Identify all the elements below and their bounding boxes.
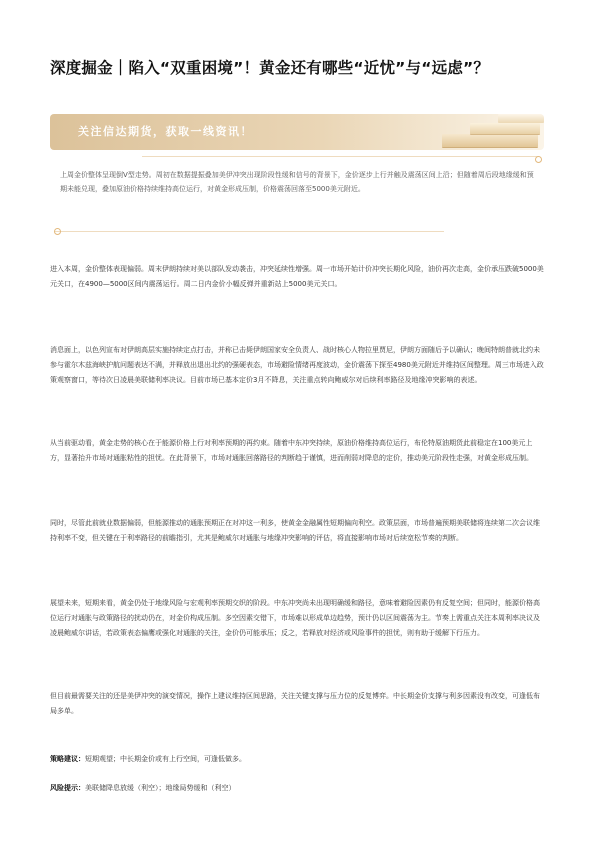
body-paragraph: 展望未来，短期来看，黄金仍处于地缘风险与宏观利率预期交织的阶段。中东冲突尚未出现明确缓和路径，意味着避险因素仍有反复空间；但同时，能源价格高位运行对通胀与政策路径的扰动仍在，对金价构成压制。多空因素交错下，市场难以形成单边趋势，预计仍以区间震荡为主。节奏上需重点关注本周利率决议及凌晨鲍威尔讲话，若政策表态偏鹰或强化对通胀的关注，金价仍可能承压；反之，若释放对经济或风险事件的担忧，则有助于缓解下行压力。 xyxy=(50,599,540,637)
body-paragraph: 从当前驱动看，黄金走势的核心在于能源价格上行对利率预期的再约束。随着中东冲突持续，原油价格维持高位运行，布伦特原油期货此前稳定在100美元上方，显著抬升市场对通胀粘性的担忧。在此背景下，市场对通胀回落路径的判断趋于谨慎，进而削弱对降息的定价，推动美元阶段性走强，对黄金形成压制。 xyxy=(50,439,533,462)
summary-box xyxy=(54,156,542,232)
body-paragraph: 消息面上，以色列宣布对伊朗高层实施持续定点打击，并称已击毙伊朗国家安全负责人、战时核心人物拉里贾尼，伊朗方面随后予以确认；晚间特朗普就北约未参与霍尔木兹海峡护航问题表达不满，并释放出退出北约的强硬表态，市场避险情绪再度波动，金价震荡下探至4980美元附近并维持区间整理。周三市场进入政策观察窗口，等待次日凌晨美联储利率决议。目前市场已基本定价3月不降息，关注重点转向鲍威尔对后续利率路径及地缘冲突影响的表述。 xyxy=(50,346,544,384)
body-paragraph: 但目前最需要关注的还是美伊冲突的演变情况，操作上建议维持区间思路，关注关键支撑与压力位的反复博弈。中长期金价支撑与利多因素没有改变，可逢低布局多单。 xyxy=(50,692,540,715)
summary-text: 上周金价整体呈现倒V型走势。周初在数据提振叠加美伊冲突出现阶段性缓和信号的背景下，金价逐步上行并触及震荡区间上沿；但随着周后段地缘缓和预期未能兑现，叠加原油价格持续维持高位运行，对黄金形成压制，价格震荡回落至5000美元附近。 xyxy=(60,171,534,194)
summary-bottom-divider xyxy=(54,231,444,232)
ring-ornament-icon xyxy=(535,156,542,163)
ring-ornament-icon xyxy=(54,228,61,235)
risk-text: 美联储降息放缓（利空）；地缘局势缓和（利空） xyxy=(85,784,236,792)
page-title: 深度掘金｜陷入“双重困境”！黄金还有哪些“近忧”与“远虑”？ xyxy=(50,59,490,77)
promo-banner[interactable] xyxy=(50,114,544,150)
strategy-label: 策略建议： xyxy=(50,755,85,763)
strategy-line xyxy=(50,752,544,767)
summary-top-divider xyxy=(142,156,538,157)
risk-label: 风险提示： xyxy=(50,784,85,792)
risk-line xyxy=(50,781,544,796)
body-paragraph: 进入本周，金价整体表现偏弱。周末伊朗持续对美以部队发动袭击，冲突延续性增强。周一市场开始计价冲突长期化风险，油价再次走高，金价承压跌破5000美元关口，在4900—5000区间内震荡运行。周二日内金价小幅反弹并重新站上5000美元关口。 xyxy=(50,265,544,288)
body-paragraph: 同时，尽管此前就业数据偏弱，但能源推动的通胀预期正在对冲这一利多，使黄金金融属性短期偏向利空。政策层面，市场普遍预期美联储将连续第二次会议维持利率不变，但关键在于利率路径的前瞻指引，尤其是鲍威尔对通胀与地缘冲突影响的评估，将直接影响市场对后续宽松节奏的判断。 xyxy=(50,519,540,542)
gold-bar-decoration xyxy=(498,114,544,123)
banner-text: 关注信达期货，获取一线资讯！ xyxy=(78,125,253,138)
gold-bar-decoration xyxy=(470,123,540,134)
gold-bar-decoration xyxy=(442,134,538,147)
strategy-text: 短期观望；中长期金价或有上行空间，可逢低做多。 xyxy=(85,755,246,763)
